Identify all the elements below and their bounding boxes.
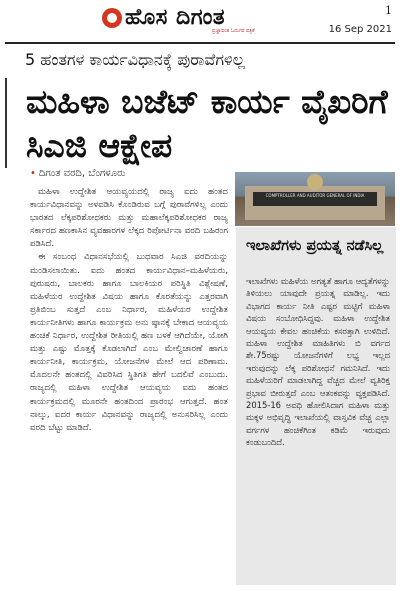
sidebar-box <box>236 227 396 585</box>
logo-text: ಹೊಸ ದಿಗಂತ <box>125 5 226 30</box>
article-paragraph: ಮಹಿಳಾ ಉದ್ದೇಶಿತ ಆಯವ್ಯಯದಲ್ಲಿ ರಾಜ್ಯ ಐದು ಹಂತದ ಕಾರ್ಯವಿಧಾನವನ್ನು ಅಳವಡಿಸಿ ಕೊಂಡಿರುವ ಬಗ್ಗೆ ಪುರಾವೆಗಳಿಲ್ಲ ಎಂದು ಭಾರತದ ಲೆಕ್ಕಪರಿಶೋಧಕರು ಮತ್ತು ಮಹಾಲೆಕ್ಕಪರಿಶೋಧಕರ ರಾಜ್ಯ ಸರ್ಕಾರದ ಹಣಕಾಸಿನ ವ್ಯವಹಾರಗಳ ಲೆಕ್ಕದ ರಿಪೋರ್ಟಿನಾ ವರದಿ ಬಹಿರಂಗ ಪಡಿಸಿದೆ. <box>30 187 228 250</box>
headline-rule <box>5 78 7 168</box>
newspaper-logo <box>102 5 225 30</box>
bullet-icon: • <box>30 168 36 179</box>
article-byline <box>30 168 126 179</box>
article-headline: ಮಹಿಳಾ ಬಜೆಟ್ ಕಾರ್ಯ ವೈಖರಿಗೆ ಸಿಎಜಿ ಆಕ್ಷೇಪ <box>26 82 388 165</box>
article-paragraph: ಈ ಸಂಬಂಧ ವಿಧಾನಸಭೆಯಲ್ಲಿ ಬುಧವಾರ ಸಿಎಜಿ ವರದಿಯನ್ನು ಮಂಡಿಸಲಾಯಿತು. ಐದು ಹಂತದ ಕಾರ್ಯವಿಧಾನ–ಮಹಿಳೆಯರು, ಪುರುಷರು, ಬಾಲಕರು ಹಾಗೂ ಬಾಲಕಿಯರ ಪರಿಸ್ಥಿತಿ ವಿಶ್ಲೇಷಣೆ, ಮಹಿಳೆಯರ ಉದ್ದೇಶಿತ ವಿಷಯ ಹಾಗೂ ಕೊರತೆಯನ್ನು ಎತ್ತರವಾಗಿ ಪ್ರತಿಬಿಂಬ ಸುತ್ತದೆ ಎಂಬ ನಿರ್ಧಾರ, ಮಹಿಳೆಯರ ಉದ್ದೇಶಿತ ಕಾರ್ಯನೀತಿಗಳು ಹಾಗೂ ಕಾರ್ಯಕ್ರಮ ಅನು ಷ್ಠಾನಕ್ಕೆ ಬೇಕಾದ ಆಯವ್ಯಯ ಹಂಚಿಕೆ ನಿರ್ಧಾರ, ಉದ್ದೇಶಿತ ರೀತಿಯಲ್ಲಿ ಹಣ ಬಳಕೆ ಆಗಿದೆಯೇ, ಯೋಗಿ ಮತ್ತು ಎಷ್ಟು ಮೊತ್ತಕ್ಕೆ ಕೊಡಲಾಗಿದೆ ಎಂಬ ಮೇಲ್ವಿಚಾರಣೆ ಹಾಗೂ ಕಾರ್ಯನೀತಿ, ಕಾರ್ಯಕ್ರಮ, ಯೋಜನೆಗಳ ಮೇಲೆ ಆದ ಪರಿಣಾಮ. ಮೊದಲನೇ ಹಂತದಲ್ಲಿ ವಿವರಿಸಿದ ಸ್ಥಿತಿಗತಿ ಹೇಗೆ ಬದಲಿವೆ ಎಂಬುದು. ರಾಜ್ಯದಲ್ಲಿ ಮಹಿಳಾ ಉದ್ದೇಶಿತ ಆಯವ್ಯಯ ಐದು ಹಂತದ ಕಾರ್ಯಕ್ರಮದಲ್ಲಿ ಮೂರನೇ ಹಂತದಿಂದ ಪ್ರಾರಂಭ ಆಗುತ್ತದೆ. ಹಂತ ನಾಲ್ಕು, ಐದರ ಕಾರ್ಯ ವಿಧಾನವನ್ನು ರಾಜ್ಯದಲ್ಲಿ ಅನುಸರಿಸಿಲ್ಲ ಎಂದು ವರದಿ ಬೆಟ್ಟು ಮಾಡಿದೆ. <box>30 252 228 433</box>
page-number: 1 <box>385 4 392 17</box>
publication-date: 16 Sep 2021 <box>328 24 392 35</box>
byline-text: ದಿಗಂತ ವರದಿ, ಬೆಂಗಳೂರು <box>38 168 126 179</box>
logo-emblem-icon <box>102 8 122 28</box>
masthead <box>0 0 400 34</box>
photo-signboard: COMPTROLLER AND AUDITOR GENERAL OF INDIA <box>253 192 377 206</box>
article-kicker: 5 ಹಂತಗಳ ಕಾರ್ಯವಿಧಾನಕ್ಕೆ ಪುರಾವೆಗಳಿಲ್ಲ <box>25 50 245 69</box>
article-body <box>30 186 228 591</box>
sidebar-text: ಇಲಾಖೆಗಳು ಮಹಿಳೆಯ ಅಗತ್ಯತೆ ಹಾಗೂ ಆದ್ಯತೆಗಳನ್ನು ತಿಳಿಯಲು ಯಾವುದೇ ಪ್ರಯತ್ನ ಮಾಡಿಲ್ಲ. ಇದು ವಿಭಾಗದ ಕಾರ್ಯ ನೀತಿ ಎಷ್ಟರ ಮಟ್ಟಿಗೆ ಮಹಿಳಾ ವಿಷಯ ಸಂಬೋಧಿಸಿದ್ದವು. ಮಹಿಳಾ ಉದ್ದೇಶಿತ ಆಯವ್ಯಯ ಕೇವಲ ಹಂಚಿಕೆಯ ಕಸರತ್ತಾಗಿ ಉಳಿದಿದೆ. ಮಹಿಳಾ ಉದ್ದೇಶಿತ ಮಾಹಿತಿಗಳು ಬಿ ವರ್ಗದ ಶೇ.75ರಷ್ಟು ಯೋಜನೆಗಳಿಗೆ ಲಭ್ಯ ಇಲ್ಲದ ಇರುವುದನ್ನು ಲೆಕ್ಕ ಪರಿಶೋಧನೆ ಗಮನಿಸಿದೆ. ಇದು ಮಹಿಳೆಯರಿಗೆ ಮಾಡಲಾಗಿದ್ದ ವೆಚ್ಚದ ಮೇಲೆ ವ್ಯತಿರಿಕ್ತ ಪ್ರಭಾವ ಬೀರುತ್ತದೆ ಎಂಬ ಆತಂಕವನ್ನು ವ್ಯಕ್ತಪಡಿಸಿದೆ. 2015-16 ಅವಧಿ ಹೋಲಿಸಿದಾಗ ಮಹಿಳಾ ಮತ್ತು ಮಕ್ಕಳ ಅಭಿವೃದ್ಧಿ ಇಲಾಖೆಯಲ್ಲಿ ವಾಸ್ತವಿಕ ವೆಚ್ಚ ಎಲ್ಲಾ ವರ್ಗಗಳ ಹಂಚಿಕೆಗಿಂತ ಕಡಿಮೆ ಇರುವುದು ಕಂಡುಬಂದಿದೆ. <box>246 276 390 448</box>
header-divider <box>5 42 395 44</box>
emblem-icon <box>307 174 323 190</box>
sidebar-title: ಇಲಾಖೆಗಳು ಪ್ರಯತ್ನ ನಡೆಸಿಲ್ಲ <box>246 238 384 254</box>
logo-tagline: ಪ್ರಜ್ಞಾವಂತ ಓದುಗರ ಪತ್ರಿಕೆ <box>212 28 255 34</box>
cag-office-photo <box>235 172 395 226</box>
